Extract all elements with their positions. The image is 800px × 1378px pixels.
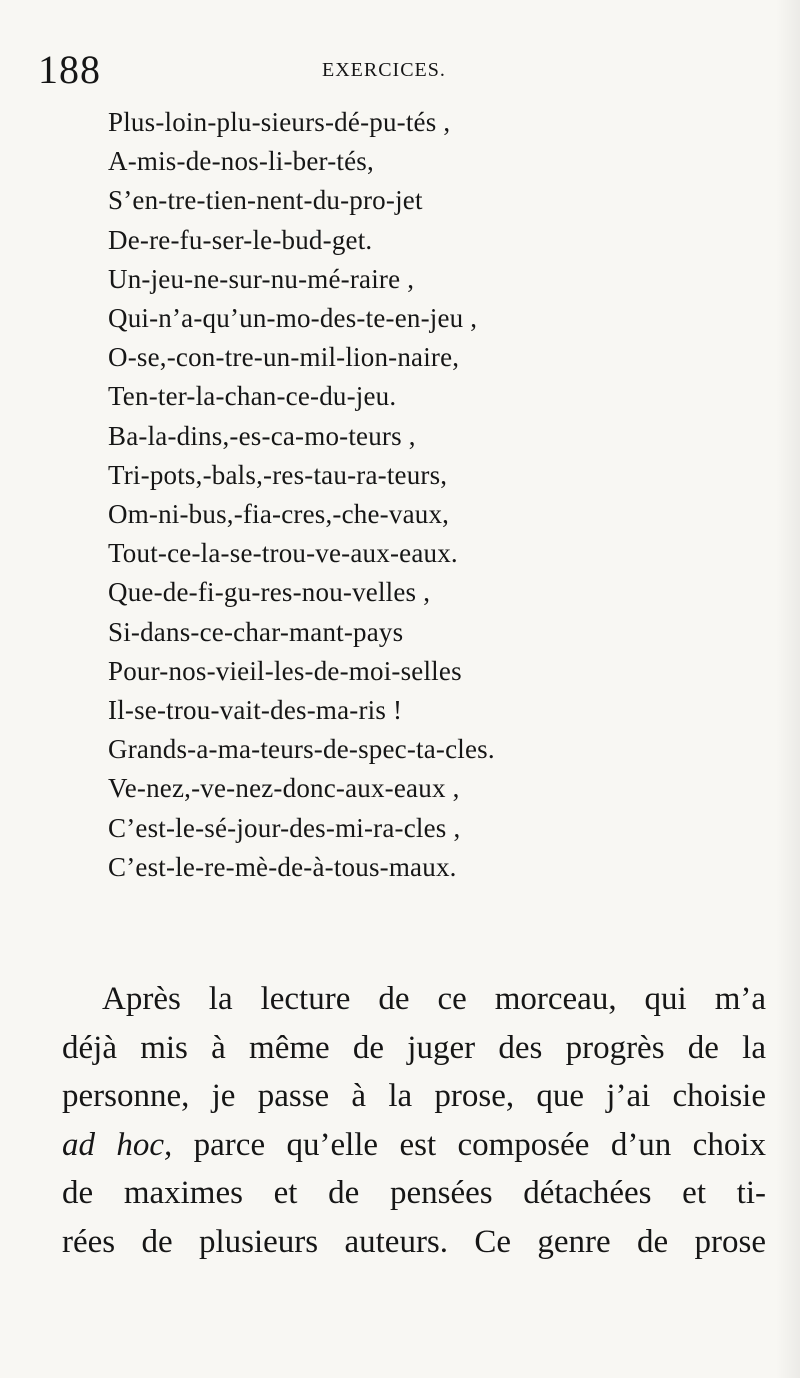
verse-line: O-se,-con-tre-un-mil-lion-naire,	[108, 342, 460, 373]
prose-line: rées de plusieurs auteurs. Ce genre de prose	[62, 1223, 766, 1260]
verse-line: Om-ni-bus,-fia-cres,-che-vaux,	[108, 499, 450, 530]
verse-line: Tri-pots,-bals,-res-tau-ra-teurs,	[108, 459, 448, 490]
verse-line: Que-de-fi-gu-res-nou-velles ,	[108, 577, 431, 608]
page-number: 188	[38, 47, 101, 92]
prose-line: personne, je passe à la prose, que j’ai choisie	[62, 1078, 766, 1114]
verse-line: Un-jeu-ne-sur-nu-mé-raire ,	[108, 263, 415, 294]
verse-line: Il-se-trou-vait-des-ma-ris !	[108, 695, 403, 726]
prose-line: Après la lecture de ce morceau, qui m’a	[102, 981, 766, 1017]
verse-line: Si-dans-ce-char-mant-pays	[108, 616, 404, 647]
verse-line: A-mis-de-nos-li-ber-tés,	[108, 146, 374, 177]
prose-italic-phrase: ad hoc,	[62, 1126, 173, 1163]
verse-block	[108, 103, 648, 887]
verse-line: C’est-le-re-mè-de-à-tous-maux.	[108, 851, 457, 882]
prose-line: de maximes et de pensées détachées et ti-	[62, 1175, 766, 1211]
verse-line: Plus-loin-plu-sieurs-dé-pu-tés ,	[108, 107, 451, 137]
running-head: EXERCICES.	[322, 59, 446, 81]
prose-line-text: parce qu’elle est composée d’un choix	[172, 1126, 766, 1163]
verse-line: C’est-le-sé-jour-des-mi-ra-cles ,	[108, 812, 461, 843]
verse-line: Grands-a-ma-teurs-de-spec-ta-cles.	[108, 734, 495, 765]
prose-paragraph	[62, 975, 766, 1266]
page-edge-shadow	[776, 0, 800, 1378]
verse-line: S’en-tre-tien-nent-du-pro-jet	[108, 185, 423, 216]
verse-line: Ba-la-dins,-es-ca-mo-teurs ,	[108, 420, 416, 451]
verse-line: Tout-ce-la-se-trou-ve-aux-eaux.	[108, 538, 458, 569]
verse-line: Pour-nos-vieil-les-de-moi-selles	[108, 655, 462, 686]
verse-line: De-re-fu-ser-le-bud-get.	[108, 224, 373, 255]
verse-line: Qui-n’a-qu’un-mo-des-te-en-jeu ,	[108, 303, 478, 334]
prose-line	[62, 1121, 766, 1170]
prose-line: déjà mis à même de juger des progrès de la	[62, 1029, 766, 1066]
verse-line: Ten-ter-la-chan-ce-du-jeu.	[108, 381, 397, 412]
verse-line: Ve-nez,-ve-nez-donc-aux-eaux ,	[108, 773, 460, 804]
